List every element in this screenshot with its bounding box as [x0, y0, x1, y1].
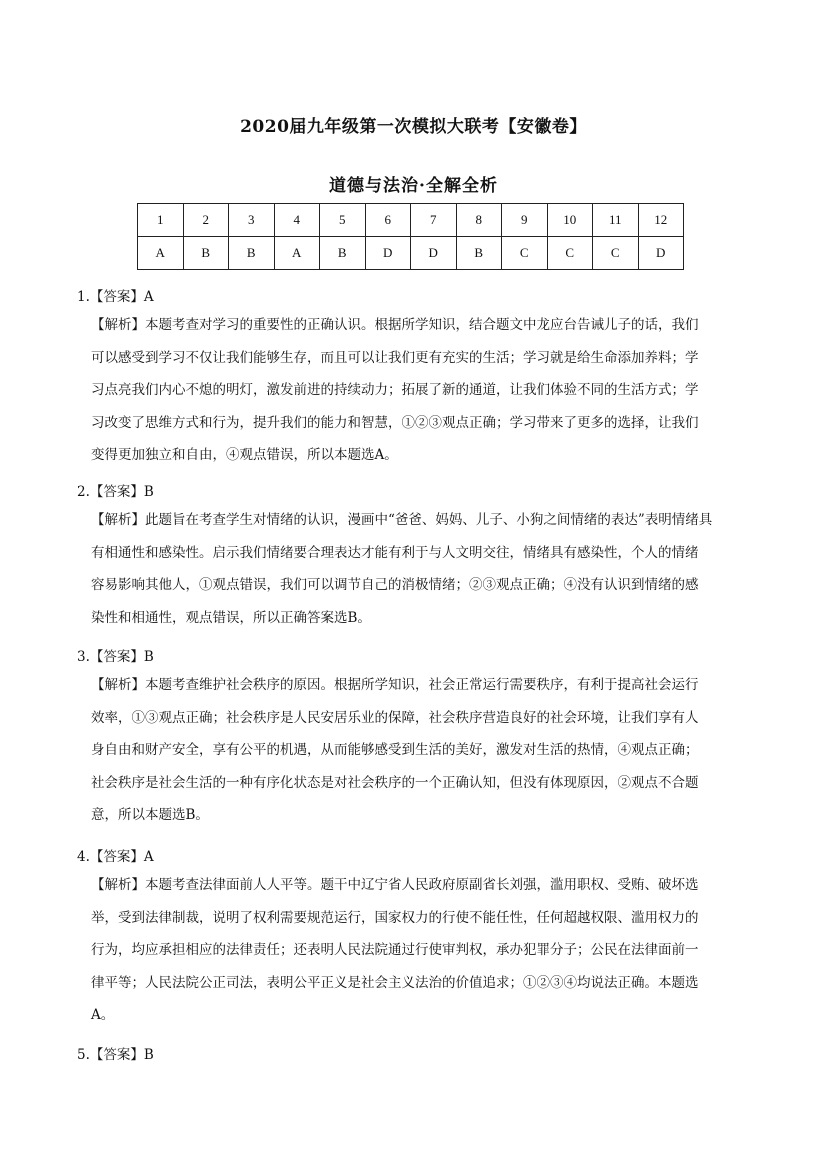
explanation-line: 社会秩序是社会生活的一种有序化状态是对社会秩序的一个正确认知，但没有体现原因，②观点不合题 [91, 774, 699, 791]
answer-cell: D [638, 237, 684, 270]
explanation-line: 变得更加独立和自由，④观点错误，所以本题选A。 [91, 447, 398, 463]
explanation-line: 身自由和财产安全，享有公平的机遇，从而能够感受到生活的美好，激发对生活的热情，④观点正确； [91, 742, 699, 758]
answer-cell: C [593, 237, 639, 270]
document-subtitle: 道德与法治·全解全析 [329, 176, 498, 196]
answer-cell: B [320, 237, 366, 270]
question-number-cell: 7 [411, 204, 457, 237]
question-number-cell: 2 [183, 204, 229, 237]
answer-cell: B [456, 237, 502, 270]
question-number-cell: 6 [365, 204, 411, 237]
explanation-line: 【解析】本题考查法律面前人人平等。题干中辽宁省人民政府原副省长刘强，滥用职权、受贿、破坏选 [91, 877, 699, 893]
question-4-explanation [91, 869, 751, 1032]
document-title: 2020届九年级第一次模拟大联考【安徽卷】 [240, 117, 587, 137]
answer-cell: C [502, 237, 548, 270]
question-2-answer: 2.【答案】B [77, 484, 154, 500]
question-3-answer: 3.【答案】B [77, 649, 154, 665]
question-number-cell: 1 [138, 204, 184, 237]
explanation-line: 【解析】本题考查维护社会秩序的原因。根据所学知识，社会正常运行需要秩序，有利于提高社会运行 [91, 677, 699, 693]
answer-cell: B [183, 237, 229, 270]
explanation-line: 【解析】本题考查对学习的重要性的正确认识。根据所学知识，结合题文中龙应台告诫儿子的话，我们 [91, 317, 699, 333]
explanation-line: 【解析】此题旨在考查学生对情绪的认识，漫画中“爸爸、妈妈、儿子、小狗之间情绪的表达”表明情绪具 [91, 512, 713, 528]
answer-cell: A [274, 237, 320, 270]
answer-cell: B [229, 237, 275, 270]
explanation-line: 举，受到法律制裁，说明了权利需要规范运行，国家权力的行使不能任性，任何超越权限、滥用权力的 [91, 909, 699, 926]
question-number-cell: 10 [547, 204, 593, 237]
explanation-line: 可以感受到学习不仅让我们能够生存，而且可以让我们更有充实的生活；学习就是给生命添加养料；学 [91, 349, 699, 366]
question-number-cell: 5 [320, 204, 366, 237]
explanation-line: 意，所以本题选B。 [91, 807, 209, 823]
explanation-line: A。 [91, 1007, 115, 1023]
answer-table-number-row [138, 204, 684, 237]
explanation-line: 有相通性和感染性。启示我们情绪要合理表达才能有利于与人文明交往，情绪具有感染性，个人的情绪 [91, 544, 699, 561]
question-number-cell: 9 [502, 204, 548, 237]
explanation-line: 习点亮我们内心不熄的明灯，激发前进的持续动力；拓展了新的通道，让我们体验不同的生活方式；学 [91, 382, 699, 398]
answer-table [137, 203, 684, 270]
explanation-line: 习改变了思维方式和行为，提升我们的能力和智慧，①②③观点正确；学习带来了更多的选择，让我们 [91, 414, 699, 431]
question-2-explanation [91, 504, 751, 634]
answer-table-answer-row [138, 237, 684, 270]
explanation-line: 效率，①③观点正确；社会秩序是人民安居乐业的保障，社会秩序营造良好的社会环境，让我们享有人 [91, 709, 699, 726]
question-number-cell: 3 [229, 204, 275, 237]
answer-cell: D [365, 237, 411, 270]
explanation-line: 律平等；人民法院公正司法，表明公平正义是社会主义法治的价值追求；①②③④均说法正确。本题选 [91, 974, 699, 991]
answer-cell: C [547, 237, 593, 270]
question-1-explanation [91, 309, 751, 472]
explanation-line: 行为，均应承担相应的法律责任；还表明人民法院通过行使审判权，承办犯罪分子；公民在法律面前一 [91, 942, 699, 958]
question-number-cell: 4 [274, 204, 320, 237]
question-3-explanation [91, 669, 751, 832]
question-5-answer: 5.【答案】B [77, 1047, 154, 1063]
answer-cell: D [411, 237, 457, 270]
answer-cell: A [138, 237, 184, 270]
question-number-cell: 8 [456, 204, 502, 237]
explanation-line: 容易影响其他人，①观点错误，我们可以调节自己的消极情绪；②③观点正确；④没有认识到情绪的感 [91, 577, 699, 593]
explanation-line: 染性和相通性，观点错误，所以正确答案选B。 [91, 609, 371, 626]
question-number-cell: 12 [638, 204, 684, 237]
question-4-answer: 4.【答案】A [77, 849, 154, 865]
question-number-cell: 11 [593, 204, 639, 237]
question-1-answer: 1.【答案】A [77, 289, 154, 305]
